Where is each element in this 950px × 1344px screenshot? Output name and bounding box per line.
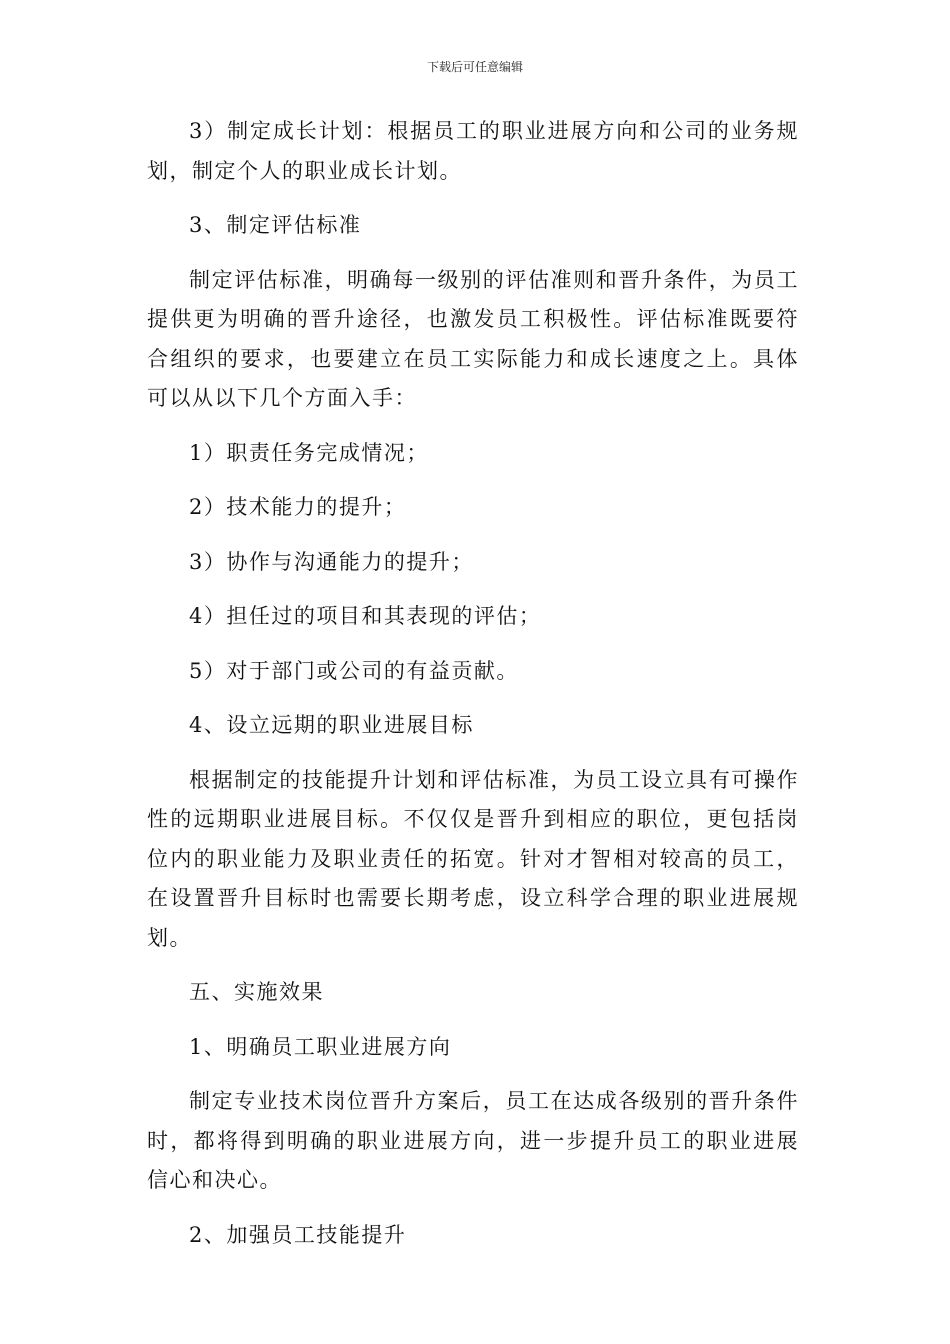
paragraph-career-direction: 制定专业技术岗位晋升方案后，员工在达成各级别的晋升条件时，都将得到明确的职业进展方向，进一步提升员工的职业进展信心和决心。 <box>147 1089 799 1192</box>
list-item-project-evaluation: 4）担任过的项目和其表现的评估； <box>189 604 542 628</box>
list-item-task-completion: 1）职责任务完成情况； <box>189 440 429 465</box>
chapter-heading-implementation-effect: 五、实施效果 <box>189 980 324 1004</box>
page-header: 下载后可任意编辑 <box>426 60 523 74</box>
document-body <box>147 112 799 1270</box>
section-heading-evaluation-standard: 3、制定评估标准 <box>189 213 362 237</box>
section-heading-career-direction: 1、明确员工职业进展方向 <box>189 1034 452 1059</box>
section-heading-long-term-goals: 4、设立远期的职业进展目标 <box>189 713 474 737</box>
paragraph-growth-plan: 3）制定成长计划：根据员工的职业进展方向和公司的业务规划，制定个人的职业成长计划。 <box>147 119 799 183</box>
paragraph-evaluation-standard: 制定评估标准，明确每一级别的评估准则和晋升条件，为员工提供更为明确的晋升途径，也激发员工积极性。评估标准既要符合组织的要求，也要建立在员工实际能力和成长速度之上。具体可以从以下几个方面入手： <box>147 267 799 410</box>
section-heading-skill-improvement: 2、加强员工技能提升 <box>189 1222 407 1247</box>
list-item-contribution: 5）对于部门或公司的有益贡献。 <box>189 658 519 683</box>
paragraph-long-term-goals: 根据制定的技能提升计划和评估标准，为员工设立具有可操作性的远期职业进展目标。不仅仅是晋升到相应的职位，更包括岗位内的职业能力及职业责任的拓宽。针对才智相对较高的员工，在设置晋升目标时也需要长期考虑，设立科学合理的职业进展规划。 <box>147 767 799 950</box>
list-item-technical-ability: 2）技术能力的提升； <box>189 495 407 519</box>
list-item-collaboration: 3）协作与沟通能力的提升； <box>189 549 474 574</box>
